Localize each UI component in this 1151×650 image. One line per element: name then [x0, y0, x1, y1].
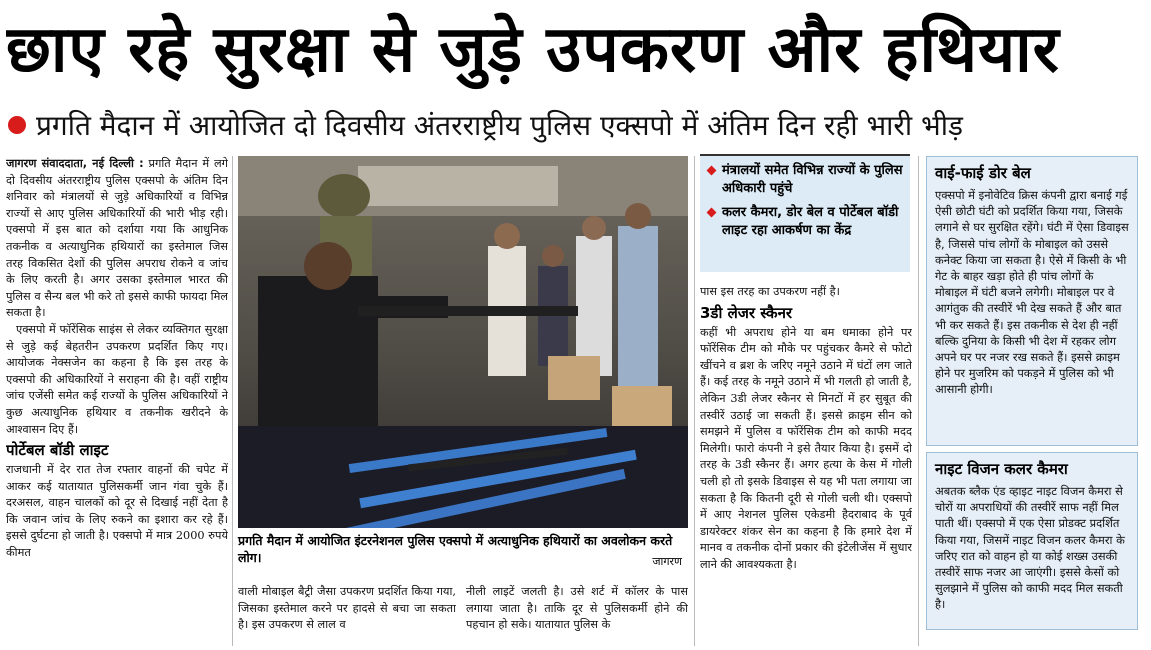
article-paragraph: राजधानी में देर रात तेज रफ्तार वाहनों की चपेट में आकर कई यातायात पुलिसकर्मी जान गंवा चुके हैं। दरअसल, वाहन चालकों को दूर से दिखाई नहीं देता है कि जवान जांच के लिए रुकने का इशारा कर रहे हैं। इससे दुर्घटना हो जाती है। एक्सपो में मात्र 2000 रुपये कीमत — [6, 463, 228, 560]
article-paragraph — [6, 156, 228, 322]
photo-caption — [238, 532, 688, 576]
photo-credit: जागरण — [652, 555, 682, 568]
subheadline — [8, 104, 1148, 148]
highlight-item — [706, 162, 904, 198]
highlight-item — [706, 204, 904, 240]
article-paragraph: वाली मोबाइल बैट्री जैसा उपकरण प्रदर्शित किया गया, जिसका इस्तेमाल करने पर हादसे से बचा जा सकता है। इस उपकरण से लाल व — [238, 585, 456, 632]
expo-photo-illustration — [238, 156, 688, 528]
box-text: अबतक ब्लैक एंड व्हाइट नाइट विजन कैमरा से चोरों या अपराधियों की तस्वीरें साफ नहीं मिल पाती थीं। एक्सपो में एक ऐसा प्रोडक्ट प्रदर्शित किया गया, जिसमें नाइट विजन कलर कैमरा के जरिए रात को वाहन हो या कोई शख्स उसकी तस्वीरें साफ नजर आ जाएंगी। इससे केसों को सुलझाने में पुलिस को काफी मदद मिल सकती है। — [935, 484, 1125, 612]
box-title: वाई-फाई डोर बेल — [935, 164, 1031, 182]
diamond-bullet-icon — [707, 208, 717, 218]
headline: छाए रहे सुरक्षा से जुड़े उपकरण और हथियार — [6, 13, 1060, 87]
column-divider — [918, 156, 919, 646]
column-divider — [694, 156, 695, 646]
subheadline-text: प्रगति मैदान में आयोजित दो दिवसीय अंतरराष्ट्रीय पुलिस एक्सपो में अंतिम दिन रही भारी भीड़ — [36, 109, 963, 142]
column-divider — [232, 156, 233, 646]
expo-photo — [238, 156, 688, 528]
article-column-1 — [6, 156, 228, 646]
article-column-2 — [238, 584, 456, 646]
highlight-text: मंत्रालयों समेत विभिन्न राज्यों के पुलिस अधिकारी पहुंचे — [722, 163, 903, 196]
section-heading: 3डी लेजर स्कैनर — [700, 303, 793, 322]
diamond-bullet-icon — [707, 166, 717, 176]
article-column-3 — [466, 584, 688, 646]
article-column-4 — [700, 284, 912, 646]
box-text: एक्सपो में इनोवेटिव क्रिस कंपनी द्वारा बनाई गई ऐसी छोटी घंटी को प्रदर्शित किया गया, जिसके लगाने से घर सुरक्षित रहेंगे। घंटी में ऐसा डिवाइस है, जिससे पांच लोगों के मोबाइल को उससे कनेक्ट किया जा सकता है। ऐसे में किसी के भी गेट के बाहर खड़ा होते ही पांच लोगों के मोबाइल में घंटी बजने लगेगी। मोबाइल पर वे आगंतुक की तस्वीरें भी देख सकते हैं और बात भी कर सकते हैं। इस तकनीक से देश ही नहीं बल्कि दुनिया के किसी भी देश में रहकर लोग अपने घर पर नजर रख सकते हैं। इससे क्राइम होने पर मुजरिम को पकड़ने में पुलिस को भी आसानी होगी। — [935, 188, 1129, 397]
sidebar-box-night-vision-camera — [926, 452, 1138, 630]
article-paragraph: पास इस तरह का उपकरण नहीं है। — [700, 285, 840, 298]
article-paragraph: कहीं भी अपराध होने या बम धमाका होने पर फॉरेंसिक टीम को मौके पर पहुंचकर कैमरे से फोटो खींचने व ब्रश के जरिए नमूने उठाने में घंटों लग जाते हैं। कई तरह के नमूने उठाने में भी गलती हो जाती है, लेकिन 3डी लेजर स्कैनर से मिनटों में हर सुबूत की तस्वीरें उठाई जा सकती हैं। इससे क्राइम सीन को समझने में पुलिस व फॉरेंसिक टीम को काफी मदद मिलेगी। फारो कंपनी ने इसे तैयार किया है। इसमें दो तरह के 3डी स्कैनर हैं। अगर हत्या के केस में गोली चली हो तो इसके डिवाइस से यह भी पता लगाया जा सकता है कि कितनी दूरी से गोली चली थी। एक्सपो में आए नेशनल पुलिस एकेडमी हैदराबाद के पूर्व डायरेक्टर शंकर सेन का कहना है कि हमारे देश में मानव व तकनीक दोनों प्रकार की इंटेलीजेंस में सुधार लाने की आवश्यकता है। — [700, 325, 912, 571]
sidebar-box-wifi-doorbell — [926, 156, 1138, 446]
box-title: नाइट विजन कलर कैमरा — [935, 460, 1068, 478]
caption-text: प्रगति मैदान में आयोजित इंटरनेशनल पुलिस एक्सपो में अत्याधुनिक हथियारों का अवलोकन करते लोग। — [238, 533, 673, 565]
section-heading: पोर्टेबल बॉडी लाइट — [6, 441, 109, 460]
article-paragraph: नीली लाइटें जलती है। उसे शर्ट में कॉलर के पास लगाया जाता है। ताकि दूर से पुलिसकर्मी होने की पहचान हो सके। यातायात पुलिस के — [466, 585, 688, 632]
highlight-text: कलर कैमरा, डोर बेल व पोर्टेबल बॉडी लाइट रहा आकर्षण का केंद्र — [722, 205, 899, 238]
highlights-box — [700, 154, 910, 272]
article-paragraph: एक्सपो में फॉरेंसिक साइंस से लेकर व्यक्तिगत सुरक्षा से जुड़े कई बेहतरीन उपकरण प्रदर्शित किए गए। आयोजक नेक्सजेन का कहना है कि इस तरह के एक्सपो की अधिकारियों ने सराहना की है। वहीं राष्ट्रीय जांच एजेंसी समेत कई राज्यों के पुलिस अधिकारियों ने कुछ अत्याधुनिक हथियार व तकनीक खरीदने के आश्वासन दिए हैं। — [6, 322, 228, 436]
dateline: जागरण संवाददाता, नई दिल्ली : — [6, 157, 144, 170]
paragraph-text: प्रगति मैदान में लगे दो दिवसीय अंतरराष्ट्रीय पुलिस एक्सपो के अंतिम दिन शनिवार को मंत्रालयों से जुड़े अधिकारियों व विभिन्न राज्यों से आए पुलिस अधिकारियों की भारी भीड़ रही। एक्सपो में इस बात को दर्शाया गया कि आधुनिक तकनीक व अत्याधुनिक हथियारों का इस्तेमाल जिस तरह विकसित देशों की पुलिस अपराध रोकने व जांच के लिए करती है। अगर उसका इस्तेमाल भारत की पुलिस व सैन्य बल भी करे तो इससे काफी फायदा मिल सकता है। — [6, 157, 228, 320]
red-bullet-icon — [8, 116, 26, 134]
